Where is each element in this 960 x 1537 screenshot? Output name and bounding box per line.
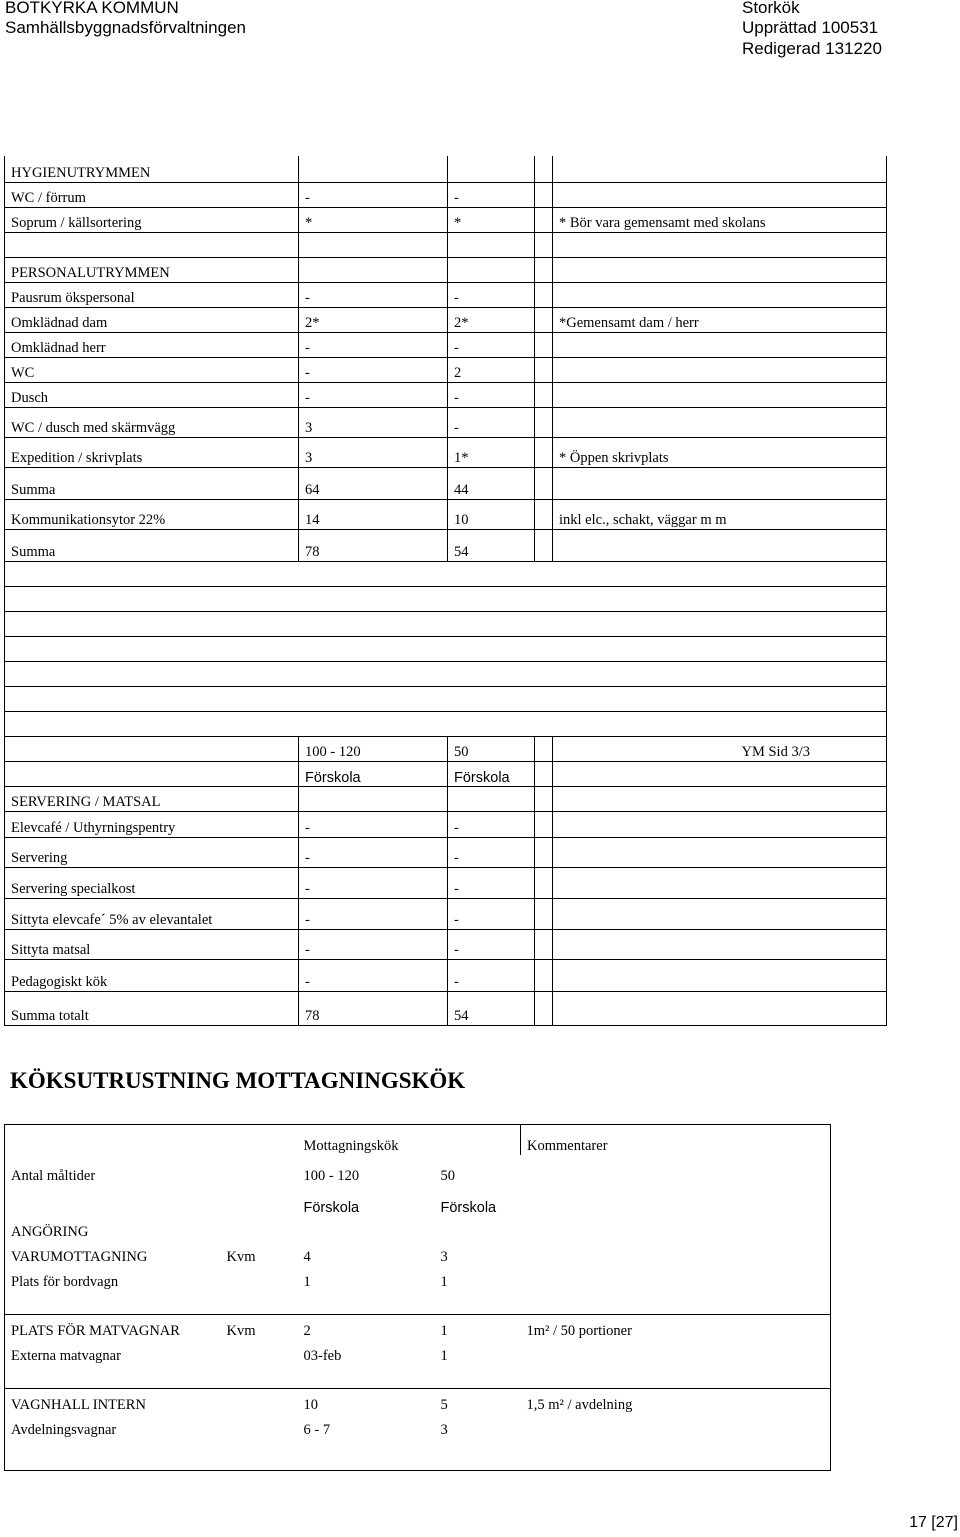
table-cell [521,1340,831,1365]
table-row [5,307,887,332]
table-cell: Pausrum ökspersonal [5,282,299,307]
table-cell [5,661,887,686]
table-cell: 54 [448,991,535,1025]
table-cell [535,837,553,867]
table-cell: inkl elc., schakt, väggar m m [553,499,887,529]
table-row [5,1414,831,1439]
table-cell: Servering [5,837,299,867]
table-cell: Kommentarer [521,1125,831,1155]
table-row [5,529,887,561]
table-cell [299,786,448,811]
table-cell: 3 [440,1421,448,1438]
table-cell: * Bör vara gemensamt med skolans [553,207,887,232]
table-cell [535,437,553,467]
table-cell: - [299,382,448,407]
table-cell: Summa [5,467,299,499]
table-cell [299,232,448,257]
table-cell: 2* [448,307,535,332]
table-cell: 78 [299,991,448,1025]
table-cell [221,1185,298,1216]
table-cell: Kommunikationsytor 22% [5,499,299,529]
table-cell: - [299,898,448,929]
table-cell: * [299,207,448,232]
table-cell: 10 [448,499,535,529]
table-cell: 100 - 120 [299,736,448,761]
table-cell: Elevcafé / Uthyrningspentry [5,811,299,837]
table-cell: Förskola [448,761,535,786]
table-cell [521,1185,831,1216]
table-cell: SERVERING / MATSAL [5,786,299,811]
table-cell: - [448,811,535,837]
table-cell: - [448,182,535,207]
table-cell: 54 [448,529,535,561]
table-cell: 5 [435,1389,521,1414]
table-row [5,991,887,1025]
table-cell [535,811,553,837]
table-cell: 50 [440,1167,455,1184]
table-cell: Soprum / källsortering [5,207,299,232]
table-cell [221,1266,298,1291]
table-cell: Sittyta matsal [5,929,299,959]
table-cell [553,332,887,357]
table-cell [535,786,553,811]
table-cell: 1m² / 50 portioner [521,1315,831,1340]
table-row [5,959,887,991]
table-cell [299,257,448,282]
table-cell [535,357,553,382]
table-cell [553,257,887,282]
table-cell [5,711,887,736]
table-row [5,786,887,811]
table-cell: Pedagogiskt kök [5,959,299,991]
table-cell: WC / förrum [5,182,299,207]
table-cell: - [448,867,535,898]
table-cell [535,307,553,332]
table-cell: Mottagningskök [298,1125,435,1155]
table-cell [521,1291,831,1315]
table-row [5,257,887,282]
table-row [5,357,887,382]
table-cell [553,786,887,811]
table-row [5,929,887,959]
table-cell [298,1439,435,1471]
table-cell [553,837,887,867]
table-cell: - [299,282,448,307]
table-cell: - [448,382,535,407]
table-cell [298,1216,435,1241]
table-cell: 4 [303,1248,311,1265]
table-row [5,611,887,636]
table-cell: - [448,332,535,357]
table-row [5,586,887,611]
table-row [5,332,887,357]
table-cell: * Öppen skrivplats [553,437,887,467]
table-cell: Förskola [440,1199,497,1216]
table-row [5,711,887,736]
page-number: 17 [27] [909,1514,958,1531]
table-cell [553,761,887,786]
table-cell [553,407,887,437]
table-cell: Servering specialkost [5,867,299,898]
table-row [5,182,887,207]
table-cell: Kvm [226,1248,256,1265]
table-cell: - [448,407,535,437]
table-cell: 100 - 120 [303,1167,360,1184]
table-cell: * [448,207,535,232]
table-row [5,1389,831,1414]
table-cell: Dusch [5,382,299,407]
table-cell [535,407,553,437]
table-cell: 3 [299,407,448,437]
table-cell: 1 [435,1315,521,1340]
table-cell [221,1216,298,1241]
table-cell: 2* [299,307,448,332]
table-cell: Summa [5,529,299,561]
table-cell: - [299,867,448,898]
table-cell [535,207,553,232]
table-cell [298,1365,435,1389]
table-cell: WC / dusch med skärmvägg [5,407,299,437]
table-cell [535,182,553,207]
table-cell: 1* [448,437,535,467]
table-cell: PLATS FÖR MATVAGNAR [5,1315,221,1340]
table-cell: Expedition / skrivplats [5,437,299,467]
table-cell: VAGNHALL INTERN [5,1389,221,1414]
table-cell [5,232,299,257]
table-cell [521,1266,831,1291]
table-cell: - [448,959,535,991]
table-row [5,1266,831,1291]
table-cell [435,1291,521,1315]
table-cell: Förskola [303,1199,360,1216]
table-row [5,1155,831,1185]
table-cell: HYGIENUTRYMMEN [5,156,299,182]
table-cell [535,257,553,282]
table-row [5,1439,831,1471]
table-cell [5,1439,221,1471]
table-cell [521,1439,831,1471]
table-cell [5,1185,221,1216]
table-cell [521,1365,831,1389]
table-cell: - [448,898,535,929]
table-cell: Avdelningsvagnar [5,1414,221,1439]
table-row [5,811,887,837]
table-cell: WC [5,357,299,382]
table-cell [553,467,887,499]
table-cell: - [448,837,535,867]
table-cell: 2 [298,1315,435,1340]
table-cell [553,232,887,257]
table-row [5,407,887,437]
table-cell [535,382,553,407]
org-name: BOTKYRKA KOMMUN [5,0,179,17]
table-cell [553,182,887,207]
table-cell [553,282,887,307]
table-cell: - [299,332,448,357]
table-cell: 3 [440,1248,448,1265]
table-cell [221,1125,298,1155]
table-cell: Omklädnad dam [5,307,299,332]
table-cell [521,1414,831,1439]
table-cell [5,686,887,711]
table-cell [535,332,553,357]
table-cell [435,1125,521,1155]
table-cell [553,959,887,991]
table-cell: 14 [299,499,448,529]
table-cell [553,156,887,182]
table-cell [535,929,553,959]
table-cell [221,1439,298,1471]
room-program-table [4,156,887,1026]
table-cell: 1,5 m² / avdelning [521,1389,831,1414]
table-cell: ANGÖRING [5,1216,221,1241]
table-row [5,1291,831,1315]
table-cell: *Gemensamt dam / herr [553,307,887,332]
table-cell: 50 [448,736,535,761]
table-cell [535,867,553,898]
table-cell [535,898,553,929]
table-row [5,1340,831,1365]
table-cell [535,467,553,499]
table-cell [221,1155,298,1185]
table-cell: - [299,837,448,867]
section-title: KÖKSUTRUSTNING MOTTAGNINGSKÖK [10,1068,466,1093]
table-cell [535,959,553,991]
table-cell [553,898,887,929]
table-row [5,1216,831,1241]
table-cell: Sittyta elevcafe´ 5% av elevantalet [5,898,299,929]
table-cell [535,499,553,529]
table-cell [5,1291,221,1315]
table-cell: 1 [440,1273,448,1290]
table-cell: 3 [299,437,448,467]
table-cell: 2 [448,357,535,382]
table-cell: 6 - 7 [303,1421,331,1438]
equipment-table [4,1124,831,1471]
table-cell: Summa totalt [5,991,299,1025]
table-cell: - [448,929,535,959]
edited-date: Redigerad 131220 [742,39,882,58]
table-cell [5,1125,221,1155]
created-date: Upprättad 100531 [742,18,879,37]
table-cell [221,1340,298,1365]
table-cell [221,1414,298,1439]
table-cell: Omklädnad herr [5,332,299,357]
dept-name: Samhällsbyggnadsförvaltningen [5,18,246,37]
table-cell [535,232,553,257]
table-cell [521,1155,831,1185]
table-cell [553,991,887,1025]
table-cell [535,529,553,561]
table-cell: - [299,182,448,207]
table-cell [535,156,553,182]
table-cell: YM Sid 3/3 [553,736,887,761]
table-cell: 78 [299,529,448,561]
table-cell [435,1216,521,1241]
table-cell [553,867,887,898]
table-cell [5,761,299,786]
table-row [5,1241,831,1266]
table-cell [5,636,887,661]
table-cell [553,382,887,407]
table-row [5,837,887,867]
table-cell: - [299,959,448,991]
table-cell [535,282,553,307]
table-cell [448,156,535,182]
table-row [5,282,887,307]
table-cell [521,1241,831,1266]
table-cell: - [299,811,448,837]
table-cell: Förskola [299,761,448,786]
table-cell: PERSONALUTRYMMEN [5,257,299,282]
table-cell [535,736,553,761]
table-cell [221,1389,298,1414]
table-cell: 1 [303,1273,311,1290]
table-row [5,437,887,467]
table-row [5,561,887,586]
table-cell [521,1216,831,1241]
table-cell: Kvm [221,1315,298,1340]
table-cell [5,1365,221,1389]
table-row [5,1315,831,1340]
table-cell: 64 [299,467,448,499]
table-row [5,207,887,232]
table-cell [5,561,887,586]
table-row [5,232,887,257]
table-cell [448,232,535,257]
table-cell: 10 [298,1389,435,1414]
table-row [5,686,887,711]
table-cell [535,761,553,786]
table-row [5,382,887,407]
table-cell [435,1365,521,1389]
table-row [5,736,887,761]
table-row [5,156,887,182]
table-cell: Plats för bordvagn [5,1266,221,1291]
table-cell [553,529,887,561]
table-row [5,1365,831,1389]
table-cell: 44 [448,467,535,499]
table-cell [298,1291,435,1315]
table-cell [5,586,887,611]
table-cell [553,811,887,837]
table-cell: - [448,282,535,307]
table-row [5,867,887,898]
table-cell: Externa matvagnar [5,1340,221,1365]
table-row [5,1125,831,1155]
table-cell [435,1439,521,1471]
table-row [5,761,887,786]
doc-title: Storkök [742,0,800,17]
table-cell: - [299,929,448,959]
table-cell [535,991,553,1025]
table-cell [448,786,535,811]
table-row [5,661,887,686]
table-row [5,1185,831,1216]
table-cell [5,611,887,636]
table-cell: 03-feb [303,1347,342,1364]
table-cell: VARUMOTTAGNING [5,1241,221,1266]
table-row [5,898,887,929]
table-row [5,467,887,499]
table-cell [5,736,299,761]
table-cell: - [299,357,448,382]
table-cell [221,1291,298,1315]
table-cell [448,257,535,282]
table-cell: Antal måltider [5,1155,221,1185]
table-cell [553,929,887,959]
table-cell: 1 [440,1347,448,1364]
table-cell [299,156,448,182]
table-row [5,499,887,529]
table-cell [221,1365,298,1389]
table-row [5,636,887,661]
table-cell [553,357,887,382]
